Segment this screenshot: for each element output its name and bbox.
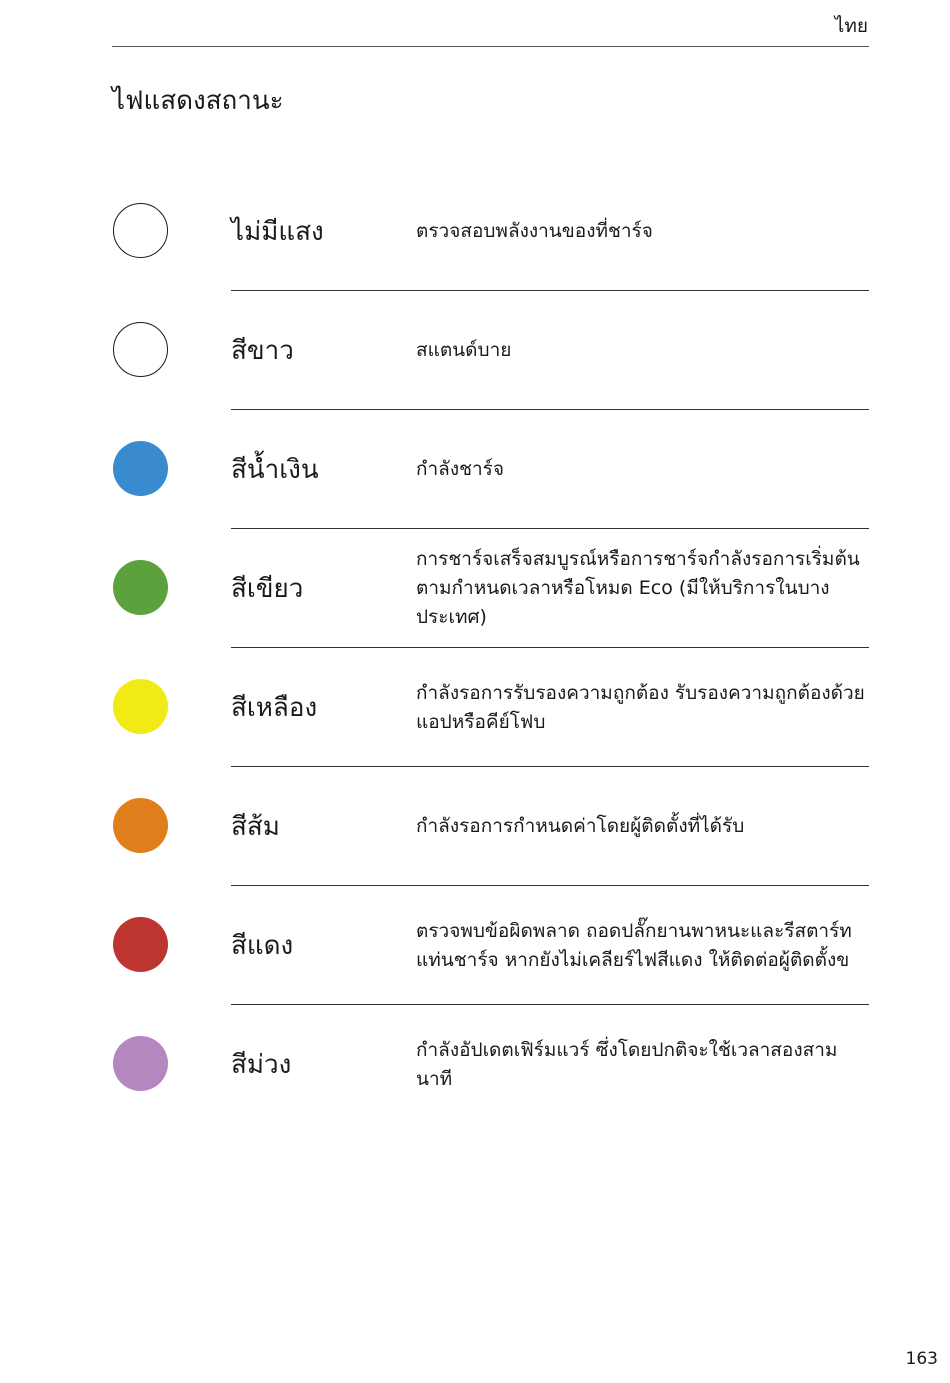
status-label: สีเหลือง <box>231 692 318 723</box>
status-label: สีขาว <box>231 335 294 366</box>
indicator-light-white-icon <box>113 322 168 377</box>
status-row-purple <box>0 1005 950 1124</box>
status-row-yellow <box>0 648 950 767</box>
status-description: ตรวจพบข้อผิดพลาด ถอดปลั๊กยานพาหนะและรีสตาร์ทแท่นชาร์จ หากยังไม่เคลียร์ไฟสีแดง ให้ติดต่อผู้ติดตั้งข <box>416 919 852 971</box>
status-row-off <box>0 172 950 291</box>
status-description: กำลังอัปเดตเฟิร์มแวร์ ซึ่งโดยปกติจะใช้เวลาสองสามนาที <box>416 1038 838 1090</box>
indicator-light-green-icon <box>113 560 168 615</box>
status-label: ไม่มีแสง <box>231 216 324 247</box>
indicator-light-orange-icon <box>113 798 168 853</box>
language-label: ไทย <box>834 15 868 37</box>
page-title: ไฟแสดงสถานะ <box>112 86 284 116</box>
status-row-green <box>0 529 950 648</box>
status-description: กำลังชาร์จ <box>416 458 504 480</box>
indicator-light-off-icon <box>113 203 168 258</box>
status-row-blue <box>0 410 950 529</box>
indicator-light-red-icon <box>113 917 168 972</box>
header-divider <box>112 46 869 47</box>
status-row-red <box>0 886 950 1005</box>
status-description: สแตนด์บาย <box>416 339 512 361</box>
status-label: สีน้ำเงิน <box>231 454 319 485</box>
status-row-white <box>0 291 950 410</box>
indicator-light-yellow-icon <box>113 679 168 734</box>
status-row-orange <box>0 767 950 886</box>
status-label: สีเขียว <box>231 573 304 604</box>
page-number: 163 <box>905 1349 938 1369</box>
status-description: ตรวจสอบพลังงานของที่ชาร์จ <box>416 220 653 242</box>
status-label: สีส้ม <box>231 811 280 842</box>
status-label: สีแดง <box>231 930 294 961</box>
status-light-list <box>0 172 950 1124</box>
status-description: การชาร์จเสร็จสมบูรณ์หรือการชาร์จกำลังรอการเริ่มต้นตามกำหนดเวลาหรือโหมด Eco (มีให้บริการในบางประเทศ) <box>416 548 860 628</box>
indicator-light-purple-icon <box>113 1036 168 1091</box>
status-description: กำลังรอการรับรองความถูกต้อง รับรองความถูกต้องด้วยแอปหรือคีย์โฟบ <box>416 681 865 733</box>
status-description: กำลังรอการกำหนดค่าโดยผู้ติดตั้งที่ได้รับ <box>416 815 745 837</box>
indicator-light-blue-icon <box>113 441 168 496</box>
status-label: สีม่วง <box>231 1049 292 1080</box>
